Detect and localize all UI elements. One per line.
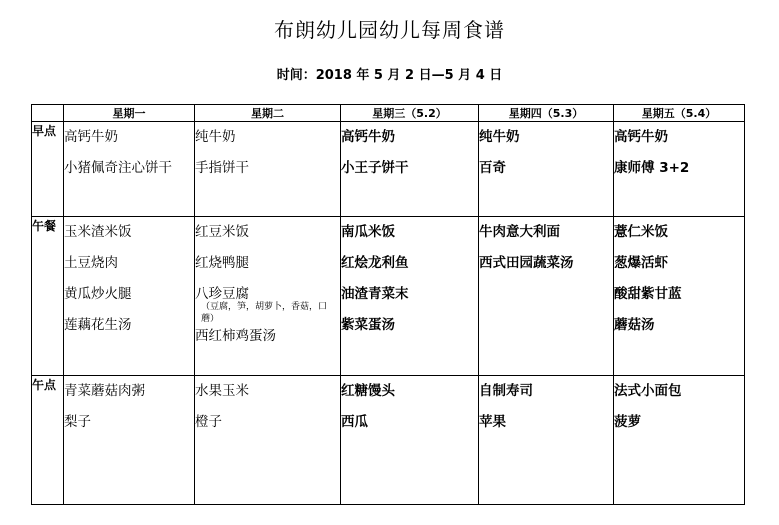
menu-item: 梨子 <box>64 414 91 430</box>
menu-item: 南瓜米饭 <box>341 224 395 240</box>
day-header-thu: 星期四（5.3） <box>479 105 614 122</box>
day-header-wed: 星期三（5.2） <box>341 105 479 122</box>
menu-item: 小王子饼干 <box>341 160 409 176</box>
menu-item: 西瓜 <box>341 414 368 430</box>
menu-item: 手指饼干 <box>195 160 249 176</box>
menu-item: 百奇 <box>479 160 506 176</box>
menu-item: 橙子 <box>195 414 222 430</box>
menu-item: 红糖馒头 <box>341 383 395 399</box>
menu-cell <box>341 122 479 217</box>
menu-item: 蘑菇汤 <box>614 317 655 333</box>
menu-cell <box>614 217 745 376</box>
date-range: 时间：2018 年 5 月 2 日—5 月 4 日 <box>276 68 503 83</box>
menu-item: 油渣青菜末 <box>341 286 409 302</box>
menu-item: 小猪佩奇注心饼干 <box>64 160 172 176</box>
menu-item: 高钙牛奶 <box>341 129 395 145</box>
day-header-tue: 星期二 <box>195 105 341 122</box>
menu-item: 西红柿鸡蛋汤 <box>195 328 276 344</box>
menu-item: 莲藕花生汤 <box>64 317 132 333</box>
menu-cell <box>64 122 195 217</box>
menu-item: 高钙牛奶 <box>614 129 668 145</box>
menu-cell <box>195 217 341 376</box>
menu-item: 红烩龙利鱼 <box>341 255 409 271</box>
menu-item: 牛肉意大利面 <box>479 224 560 240</box>
menu-item: 高钙牛奶 <box>64 129 118 145</box>
menu-item: 康师傅 3+2 <box>614 160 690 176</box>
menu-item: 土豆烧肉 <box>64 255 118 271</box>
menu-cell <box>479 122 614 217</box>
weekly-menu-table <box>31 104 745 505</box>
menu-item: 青菜蘑菇肉粥 <box>64 383 145 399</box>
menu-item: 红豆米饭 <box>195 224 249 240</box>
menu-item: 八珍豆腐 <box>195 286 249 302</box>
menu-item: 西式田园蔬菜汤 <box>479 255 574 271</box>
table-row <box>32 217 745 376</box>
menu-cell <box>64 217 195 376</box>
table-row <box>32 122 745 217</box>
menu-cell <box>341 376 479 505</box>
menu-cell <box>195 376 341 505</box>
menu-item: 紫菜蛋汤 <box>341 317 395 333</box>
corner-cell <box>32 105 64 122</box>
menu-item: 苹果 <box>479 414 506 430</box>
meal-label-lunch: 午餐 <box>32 217 64 376</box>
menu-item: 纯牛奶 <box>195 129 236 145</box>
table-row <box>32 376 745 505</box>
menu-cell <box>479 376 614 505</box>
menu-cell <box>341 217 479 376</box>
menu-item: 玉米渣米饭 <box>64 224 132 240</box>
menu-cell <box>614 122 745 217</box>
header-row <box>32 105 745 122</box>
day-header-mon: 星期一 <box>64 105 195 122</box>
menu-item: 水果玉米 <box>195 383 249 399</box>
page-title: 布朗幼儿园幼儿每周食谱 <box>274 18 505 42</box>
menu-item: 法式小面包 <box>614 383 682 399</box>
menu-item: 菠萝 <box>614 414 641 430</box>
day-header-fri: 星期五（5.4） <box>614 105 745 122</box>
menu-item-note: （豆腐，笋，胡萝卜，香菇，口蘑） <box>201 302 328 324</box>
menu-cell <box>614 376 745 505</box>
meal-label-breakfast: 早点 <box>32 122 64 217</box>
menu-item: 红烧鸭腿 <box>195 255 249 271</box>
menu-cell <box>195 122 341 217</box>
menu-item: 葱爆活虾 <box>614 255 668 271</box>
menu-cell <box>64 376 195 505</box>
menu-item: 黄瓜炒火腿 <box>64 286 132 302</box>
menu-item: 酸甜紫甘蓝 <box>614 286 682 302</box>
meal-label-snack: 午点 <box>32 376 64 505</box>
menu-cell <box>479 217 614 376</box>
menu-item: 薏仁米饭 <box>614 224 668 240</box>
menu-item: 纯牛奶 <box>479 129 520 145</box>
menu-item: 自制寿司 <box>479 383 533 399</box>
